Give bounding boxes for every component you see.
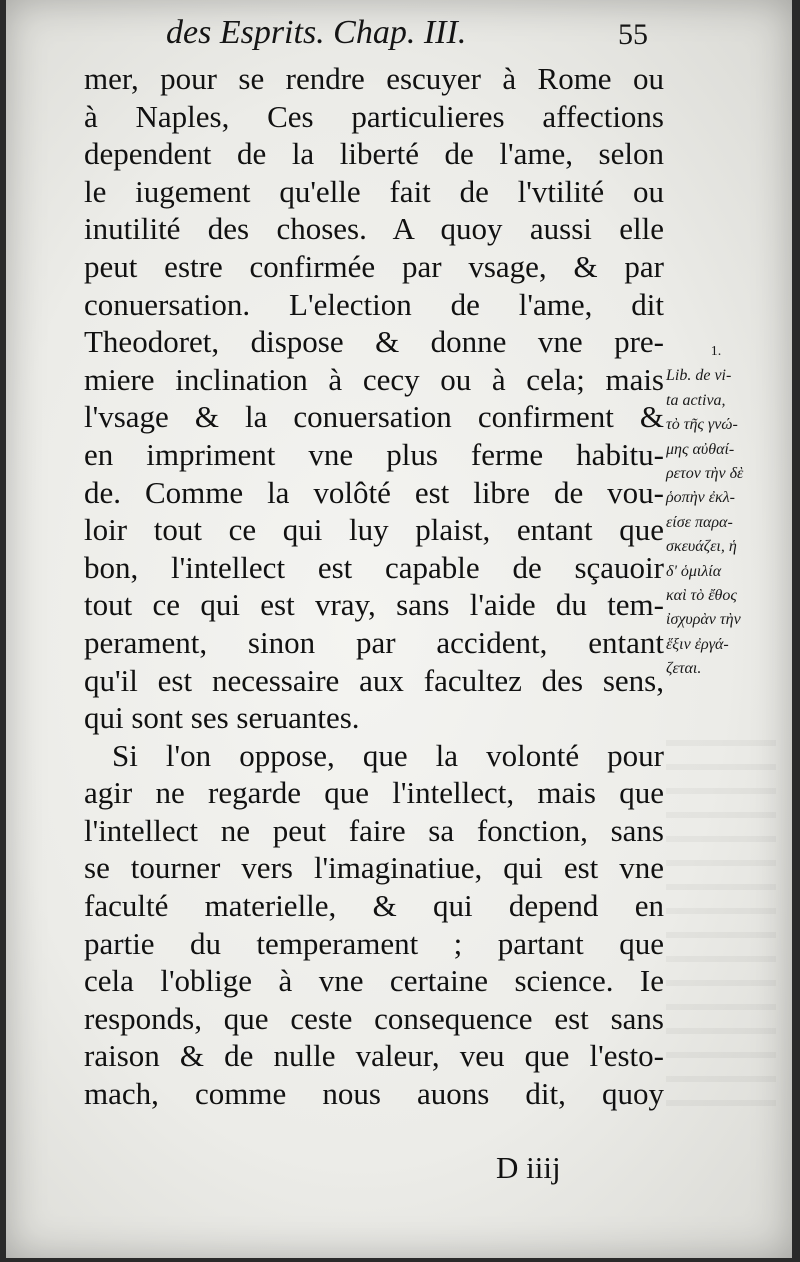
- text-line: l'intellect ne peut faire sa fonction, sans: [84, 812, 664, 848]
- text-line: se tourner vers l'imaginatiue, qui est vne: [84, 850, 664, 886]
- note-line: ῥοπὴν ἐκλ-: [666, 489, 735, 507]
- text-line: miere inclination à cecy ou à cela; mais: [84, 361, 664, 397]
- show-through-texture: [666, 740, 776, 1120]
- note-line: σκευάζει, ἡ: [666, 538, 737, 556]
- book-page: [6, 0, 792, 1258]
- text-line: mach, comme nous auons dit, quoy: [84, 1076, 664, 1112]
- text-line: le iugement qu'elle fait de l'vtilité ou: [84, 173, 664, 209]
- note-line: καὶ τὸ ἔθος: [666, 586, 737, 604]
- note-line: μης αὐθαί-: [666, 440, 735, 458]
- text-line: peut estre confirmée par vsage, & par: [84, 248, 664, 284]
- text-line: à Naples, Ces particulieres affections: [84, 98, 664, 134]
- text-line: Si l'on oppose, que la volonté pour: [112, 737, 664, 773]
- note-line: ρετον τὴν δὲ: [666, 464, 744, 482]
- text-line: cela l'oblige à vne certaine science. Ie: [84, 963, 664, 999]
- text-line: inutilité des choses. A quoy aussi elle: [84, 211, 664, 247]
- text-line: bon, l'intellect est capable de sçauoir: [84, 549, 664, 585]
- text-line: l'vsage & la conuersation confirment &: [84, 399, 664, 435]
- text-line: qu'il est necessaire aux facultez des sens,: [84, 662, 664, 698]
- text-line: mer, pour se rendre escuyer à Rome ou: [84, 61, 664, 96]
- text-line: qui sont ses seruantes.: [84, 700, 360, 736]
- text-line: partie du temperament ; partant que: [84, 925, 664, 961]
- text-line: de. Comme la volôté est libre de vou-: [84, 474, 664, 510]
- text-line: responds, que ceste consequence est sans: [84, 1000, 664, 1036]
- text-line: dependent de la liberté de l'ame, selon: [84, 136, 664, 172]
- note-line: τὸ τῆς γνώ-: [666, 416, 738, 434]
- text-line: Theodoret, dispose & donne vne pre-: [84, 324, 664, 360]
- page-number: 55: [618, 18, 648, 51]
- note-number: 1.: [710, 344, 722, 359]
- margin-note: [666, 340, 776, 681]
- text-line: agir ne regarde que l'intellect, mais que: [84, 775, 664, 811]
- note-line: είσε παρα-: [666, 513, 733, 531]
- main-text: [84, 60, 664, 1113]
- running-title: des Esprits. Chap. III.: [166, 14, 467, 51]
- signature-mark: D iiij: [496, 1150, 561, 1185]
- text-line: en impriment vne plus ferme habitu-: [84, 436, 664, 472]
- note-line: ζεται.: [666, 660, 702, 678]
- note-line: ἰσχυρὰν τὴν: [666, 611, 741, 629]
- running-header: [166, 14, 666, 58]
- text-line: tout ce qui est vray, sans l'aide du tem-: [84, 587, 664, 623]
- text-line: faculté materielle, & qui depend en: [84, 888, 664, 924]
- text-line: perament, sinon par accident, entant: [84, 624, 664, 660]
- note-line: Lib. de vi-: [666, 367, 732, 385]
- note-line: δ' ὁμιλία: [666, 562, 722, 580]
- text-line: raison & de nulle valeur, veu que l'esto-: [84, 1038, 664, 1074]
- note-line: ἕξιν ἐργά-: [666, 635, 729, 653]
- text-line: loir tout ce qui luy plaist, entant que: [84, 512, 664, 548]
- note-line: ta activa,: [666, 391, 726, 409]
- text-line: conuersation. L'election de l'ame, dit: [84, 286, 664, 322]
